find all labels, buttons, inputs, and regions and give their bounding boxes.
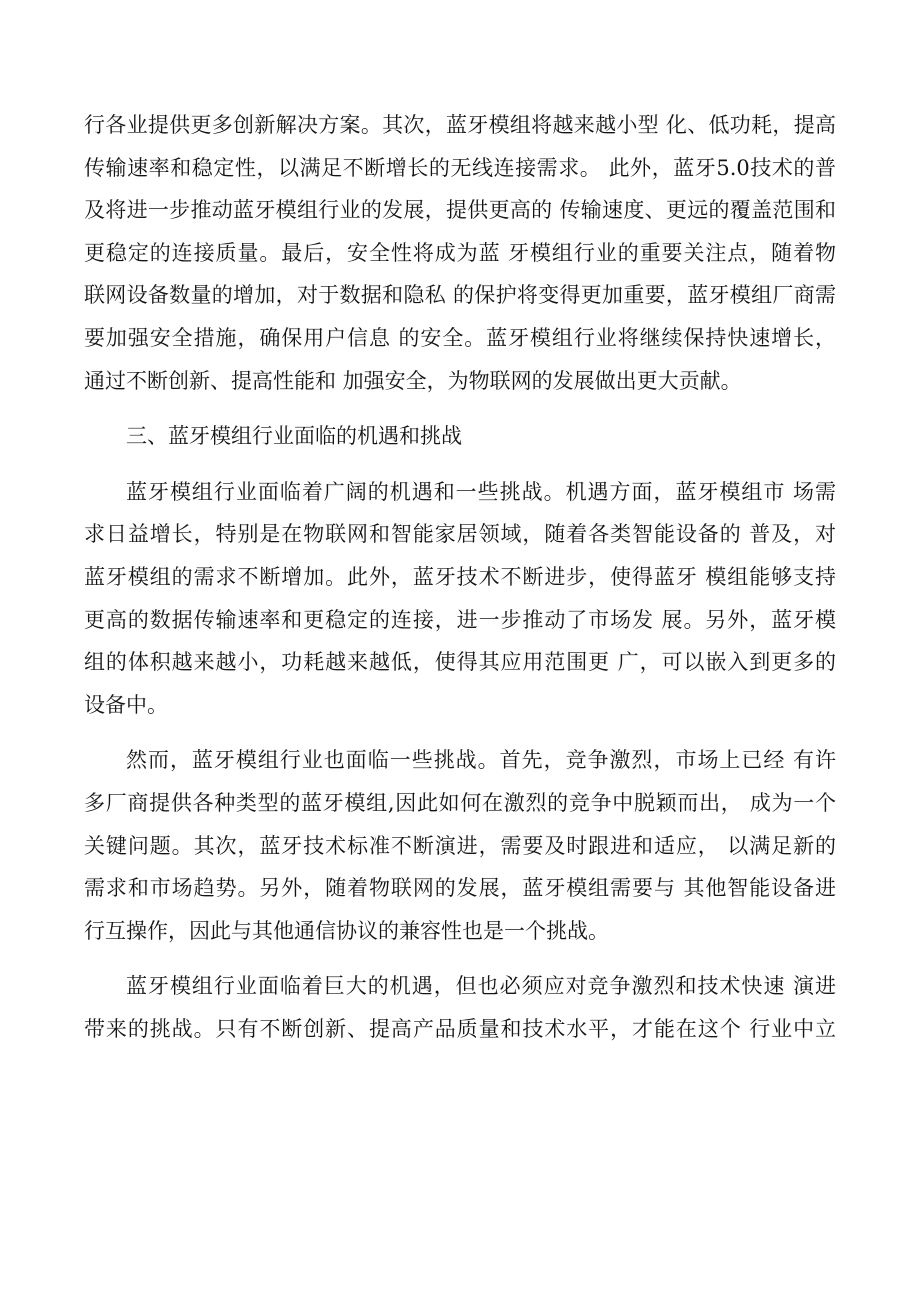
text-line: 关键问题。其次，蓝牙技术标准不断演进，需要及时跟进和适应， 以满足新的 <box>84 833 836 858</box>
text-line: 更高的数据传输速率和更稳定的连接，进一步推动了市场发 展。另外，蓝牙模 <box>84 607 836 632</box>
paragraph-opportunities <box>84 471 836 727</box>
text-line: 行互操作，因此与其他通信协议的兼容性也是一个挑战。 <box>84 918 609 943</box>
text-line: 多厂商提供各种类型的蓝牙模组,因此如何在激烈的竞争中脱颖而出， 成为一个 <box>84 790 836 815</box>
paragraph-industry-trends <box>84 104 836 402</box>
text-line: 要加强安全措施，确保用户信息 的安全。蓝牙模组行业将继续保持快速增长， <box>84 325 836 350</box>
text-line: 更稳定的连接质量。最后，安全性将成为蓝 牙模组行业的重要关注点，随着物 <box>84 240 836 265</box>
text-line: 通过不断创新、提高性能和 加强安全，为物联网的发展做出更大贡献。 <box>84 368 742 393</box>
text-line: 求日益增长，特别是在物联网和智能家居领域，随着各类智能设备的 普及，对 <box>84 522 836 547</box>
text-line: 蓝牙模组行业面临着巨大的机遇，但也必须应对竞争激烈和技术快速 演进 <box>126 974 836 999</box>
document-body <box>84 104 836 1063</box>
text-line: 及将进一步推动蓝牙模组行业的发展，提供更高的 传输速度、更远的覆盖范围和 <box>84 198 836 223</box>
text-line: 设备中。 <box>84 692 168 717</box>
text-line: 组的体积越来越小，功耗越来越低，使得其应用范围更 广，可以嵌入到更多的 <box>84 650 836 675</box>
text-line: 行各业提供更多创新解决方案。其次，蓝牙模组将越来越小型 化、低功耗，提高 <box>84 113 836 137</box>
text-line: 需求和市场趋势。另外，随着物联网的发展，蓝牙模组需要与 其他智能设备进 <box>84 876 836 901</box>
text-line: 传输速率和稳定性，以满足不断增长的无线连接需求。 此外，蓝牙5.0技术的普 <box>84 155 836 180</box>
section-heading-text: 三、蓝牙模组行业面临的机遇和挑战 <box>126 424 462 449</box>
section-heading <box>84 415 836 458</box>
text-line: 然而，蓝牙模组行业也面临一些挑战。首先，竞争激烈，市场上已经 有许 <box>126 748 836 773</box>
paragraph-challenges <box>84 739 836 952</box>
text-line: 蓝牙模组行业面临着广阔的机遇和一些挑战。机遇方面，蓝牙模组市 场需 <box>126 479 836 504</box>
text-line: 联网设备数量的增加，对于数据和隐私 的保护将变得更加重要，蓝牙模组厂商需 <box>84 283 836 308</box>
text-line: 带来的挑战。只有不断创新、提高产品质量和技术水平，才能在这个 行业中立 <box>84 1016 836 1041</box>
paragraph-conclusion <box>84 965 836 1050</box>
text-line: 蓝牙模组的需求不断增加。此外，蓝牙技术不断进步，使得蓝牙 模组能够支持 <box>84 564 836 589</box>
